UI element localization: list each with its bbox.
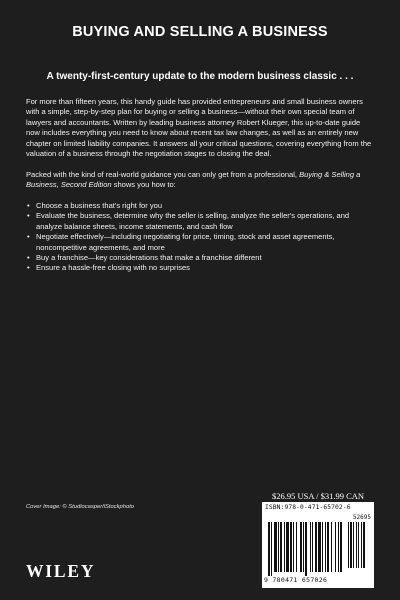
list-item bbox=[26, 232, 374, 253]
publisher-logo: WILEY bbox=[26, 561, 96, 581]
book-title: BUYING AND SELLING A BUSINESS bbox=[72, 24, 328, 40]
bullet-icon: • bbox=[27, 263, 30, 273]
barcode-digits: 9 780471 657026 bbox=[264, 576, 328, 584]
list-item bbox=[26, 211, 374, 232]
packed-paragraph bbox=[26, 170, 374, 191]
feature-list bbox=[26, 201, 374, 274]
tagline: A twenty-first-century update to the modern business classic . . . bbox=[46, 71, 354, 82]
book-title-italic: Buying & Selling a Business, Second Edition bbox=[26, 169, 361, 190]
cover-image-credit: Cover Image: © Studiocasper/iStockphoto bbox=[26, 504, 135, 510]
list-item-text: Buy a franchise—key considerations that make a franchise different bbox=[36, 253, 262, 263]
list-item-text: Evaluate the business, determine why the seller is selling, analyze the seller's operations, and analyze balance sheets, income statements, and cash flow bbox=[36, 211, 350, 231]
list-item-text: Choose a business that's right for you bbox=[36, 201, 163, 211]
list-item bbox=[26, 201, 374, 211]
description-paragraph: For more than fifteen years, this handy guide has provided entrepreneurs and small business owners with a simple, step-by-step plan for buying or selling a business—without their own special team of lawyers and accountants. Written by leading business attorney Robert Klueger, this up-to-date guide now includes everything you need to know about recent tax law changes, as well as an entirely new chapter on limited liability companies. It answers all your critical questions, covering everything from the valuation of a business through the negotiation stages to closing the deal. bbox=[26, 97, 372, 159]
packed-text-end: shows you how to: bbox=[111, 180, 176, 190]
bullet-icon: • bbox=[27, 253, 30, 263]
bullet-icon: • bbox=[27, 232, 30, 242]
list-item-text: Ensure a hassle-free closing with no surprises bbox=[36, 263, 190, 273]
barcode-panel bbox=[262, 502, 374, 588]
list-item-text: Negotiate effectively—including negotiating for price, timing, stock and asset agreements, noncompetitive agreements, and more bbox=[36, 232, 335, 252]
bullet-icon: • bbox=[27, 211, 30, 221]
price: $26.95 USA / $31.99 CAN bbox=[271, 491, 365, 501]
bullet-icon: • bbox=[27, 201, 30, 211]
packed-text-start: Packed with the kind of real-world guidance you can only get from a professional, bbox=[26, 169, 300, 179]
description bbox=[26, 97, 374, 274]
barcode-icon bbox=[262, 522, 374, 576]
isbn: ISBN:978-0-471-65702-6 bbox=[265, 504, 351, 511]
list-item bbox=[26, 253, 374, 263]
barcode-addon-code: 52695 bbox=[352, 514, 371, 521]
list-item bbox=[26, 263, 374, 273]
